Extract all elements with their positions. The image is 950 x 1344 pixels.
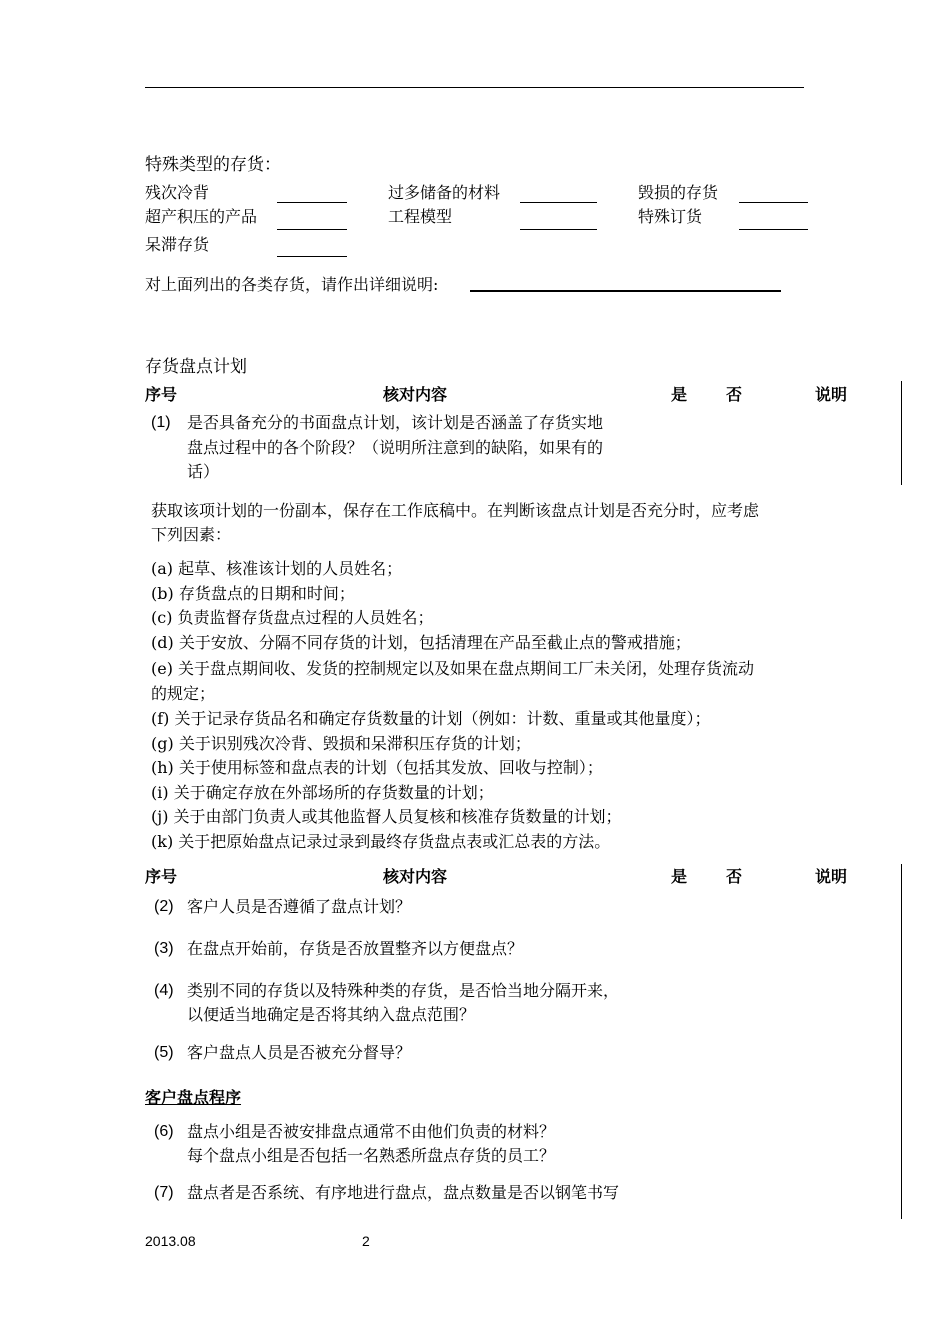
question-line: 客户盘点人员是否被充分督导？ — [187, 1043, 412, 1062]
question-line: 是否具备充分的书面盘点计划，该计划是否涵盖了存货实地 — [187, 413, 604, 432]
col-header-note: 说明 — [815, 867, 848, 886]
item-blank[interactable] — [277, 229, 347, 230]
factor-item: (k) 关于把原始盘点记录过录到最终存货盘点表或汇总表的方法。 — [151, 832, 611, 851]
col-header-yes: 是 — [671, 867, 688, 886]
item-label: 工程模型 — [388, 207, 453, 226]
question-line: 盘点小组是否被安排盘点通常不由他们负责的材料？ — [187, 1122, 556, 1141]
factor-item: (b) 存货盘点的日期和时间； — [151, 584, 355, 603]
item-label: 过多储备的材料 — [388, 183, 501, 202]
factor-item: (a) 起草、核准该计划的人员姓名； — [151, 559, 403, 578]
col-header-note: 说明 — [815, 385, 848, 404]
factor-item: (i) 关于确定存放在外部场所的存货数量的计划； — [151, 783, 494, 802]
item-label: 特殊订货 — [638, 207, 703, 226]
detail-prompt: 对上面列出的各类存货，请作出详细说明: — [145, 275, 439, 294]
col-header-content: 核对内容 — [383, 867, 448, 886]
question-number: (3) — [154, 940, 174, 957]
detail-blank[interactable] — [470, 290, 781, 292]
factor-item: (d) 关于安放、分隔不同存货的计划，包括清理在产品至截止点的警戒措施； — [151, 633, 691, 652]
factor-item: (f) 关于记录存货品名和确定存货数量的计划（例如：计数、重量或其他量度）； — [151, 709, 711, 728]
factor-item: (g) 关于识别残次冷背、毁损和呆滞积压存货的计划； — [151, 734, 531, 753]
item-label: 超产积压的产品 — [145, 207, 258, 226]
question-line: 话） — [187, 462, 220, 481]
question-line: 类别不同的存货以及特殊种类的存货，是否恰当地分隔开来， — [187, 981, 620, 1000]
item-blank[interactable] — [520, 229, 597, 230]
factor-item: (h) 关于使用标签和盘点表的计划（包括其发放、回收与控制）； — [151, 758, 603, 777]
question-number: (4) — [154, 982, 174, 999]
special-inventory-title: 特殊类型的存货： — [145, 155, 281, 175]
item-blank[interactable] — [739, 202, 808, 203]
item-label: 呆滞存货 — [145, 235, 210, 254]
item-blank[interactable] — [277, 202, 347, 203]
question-line: 盘点者是否系统、有序地进行盘点，盘点数量是否以钢笔书写 — [187, 1183, 620, 1202]
question-number: (6) — [154, 1123, 174, 1140]
procedure-title: 客户盘点程序 — [145, 1088, 242, 1107]
col-header-seq: 序号 — [145, 385, 178, 404]
footer-date: 2013.08 — [145, 1233, 196, 1249]
plan-title: 存货盘点计划 — [145, 357, 247, 377]
question-number: (5) — [154, 1044, 174, 1061]
col-header-seq: 序号 — [145, 867, 178, 886]
item-blank[interactable] — [520, 202, 597, 203]
col-header-no: 否 — [726, 867, 743, 886]
factor-item: (e) 关于盘点期间收、发货的控制规定以及如果在盘点期间工厂未关闭，处理存货流动 — [151, 659, 755, 678]
item-blank[interactable] — [277, 256, 347, 257]
intro-line: 获取该项计划的一份副本，保存在工作底稿中。在判断该盘点计划是否充分时，应考虑 — [151, 501, 760, 520]
question-line: 每个盘点小组是否包括一名熟悉所盘点存货的员工？ — [187, 1146, 556, 1165]
question-line: 以便适当地确定是否将其纳入盘点范围？ — [187, 1005, 476, 1024]
question-line: 在盘点开始前，存货是否放置整齐以方便盘点？ — [187, 939, 524, 958]
question-number: (2) — [154, 898, 174, 915]
question-line: 盘点过程中的各个阶段？（说明所注意到的缺陷，如果有的 — [187, 438, 604, 457]
item-label: 残次冷背 — [145, 183, 210, 202]
intro-line: 下列因素： — [151, 525, 232, 544]
page-number: 2 — [362, 1233, 370, 1249]
question-line: 客户人员是否遵循了盘点计划？ — [187, 897, 412, 916]
factor-item: (c) 负责监督存货盘点过程的人员姓名； — [151, 608, 434, 627]
item-label: 毁损的存货 — [638, 183, 719, 202]
table-border — [901, 864, 902, 1219]
col-header-yes: 是 — [671, 385, 688, 404]
question-number: (1) — [151, 414, 171, 431]
factor-item: (j) 关于由部门负责人或其他监督人员复核和核准存货数量的计划； — [151, 807, 622, 826]
item-blank[interactable] — [739, 229, 808, 230]
question-number: (7) — [154, 1184, 174, 1201]
table-border — [901, 381, 902, 485]
factor-item: 的规定； — [151, 684, 216, 703]
col-header-content: 核对内容 — [383, 385, 448, 404]
col-header-no: 否 — [726, 385, 743, 404]
header-rule — [145, 87, 804, 88]
